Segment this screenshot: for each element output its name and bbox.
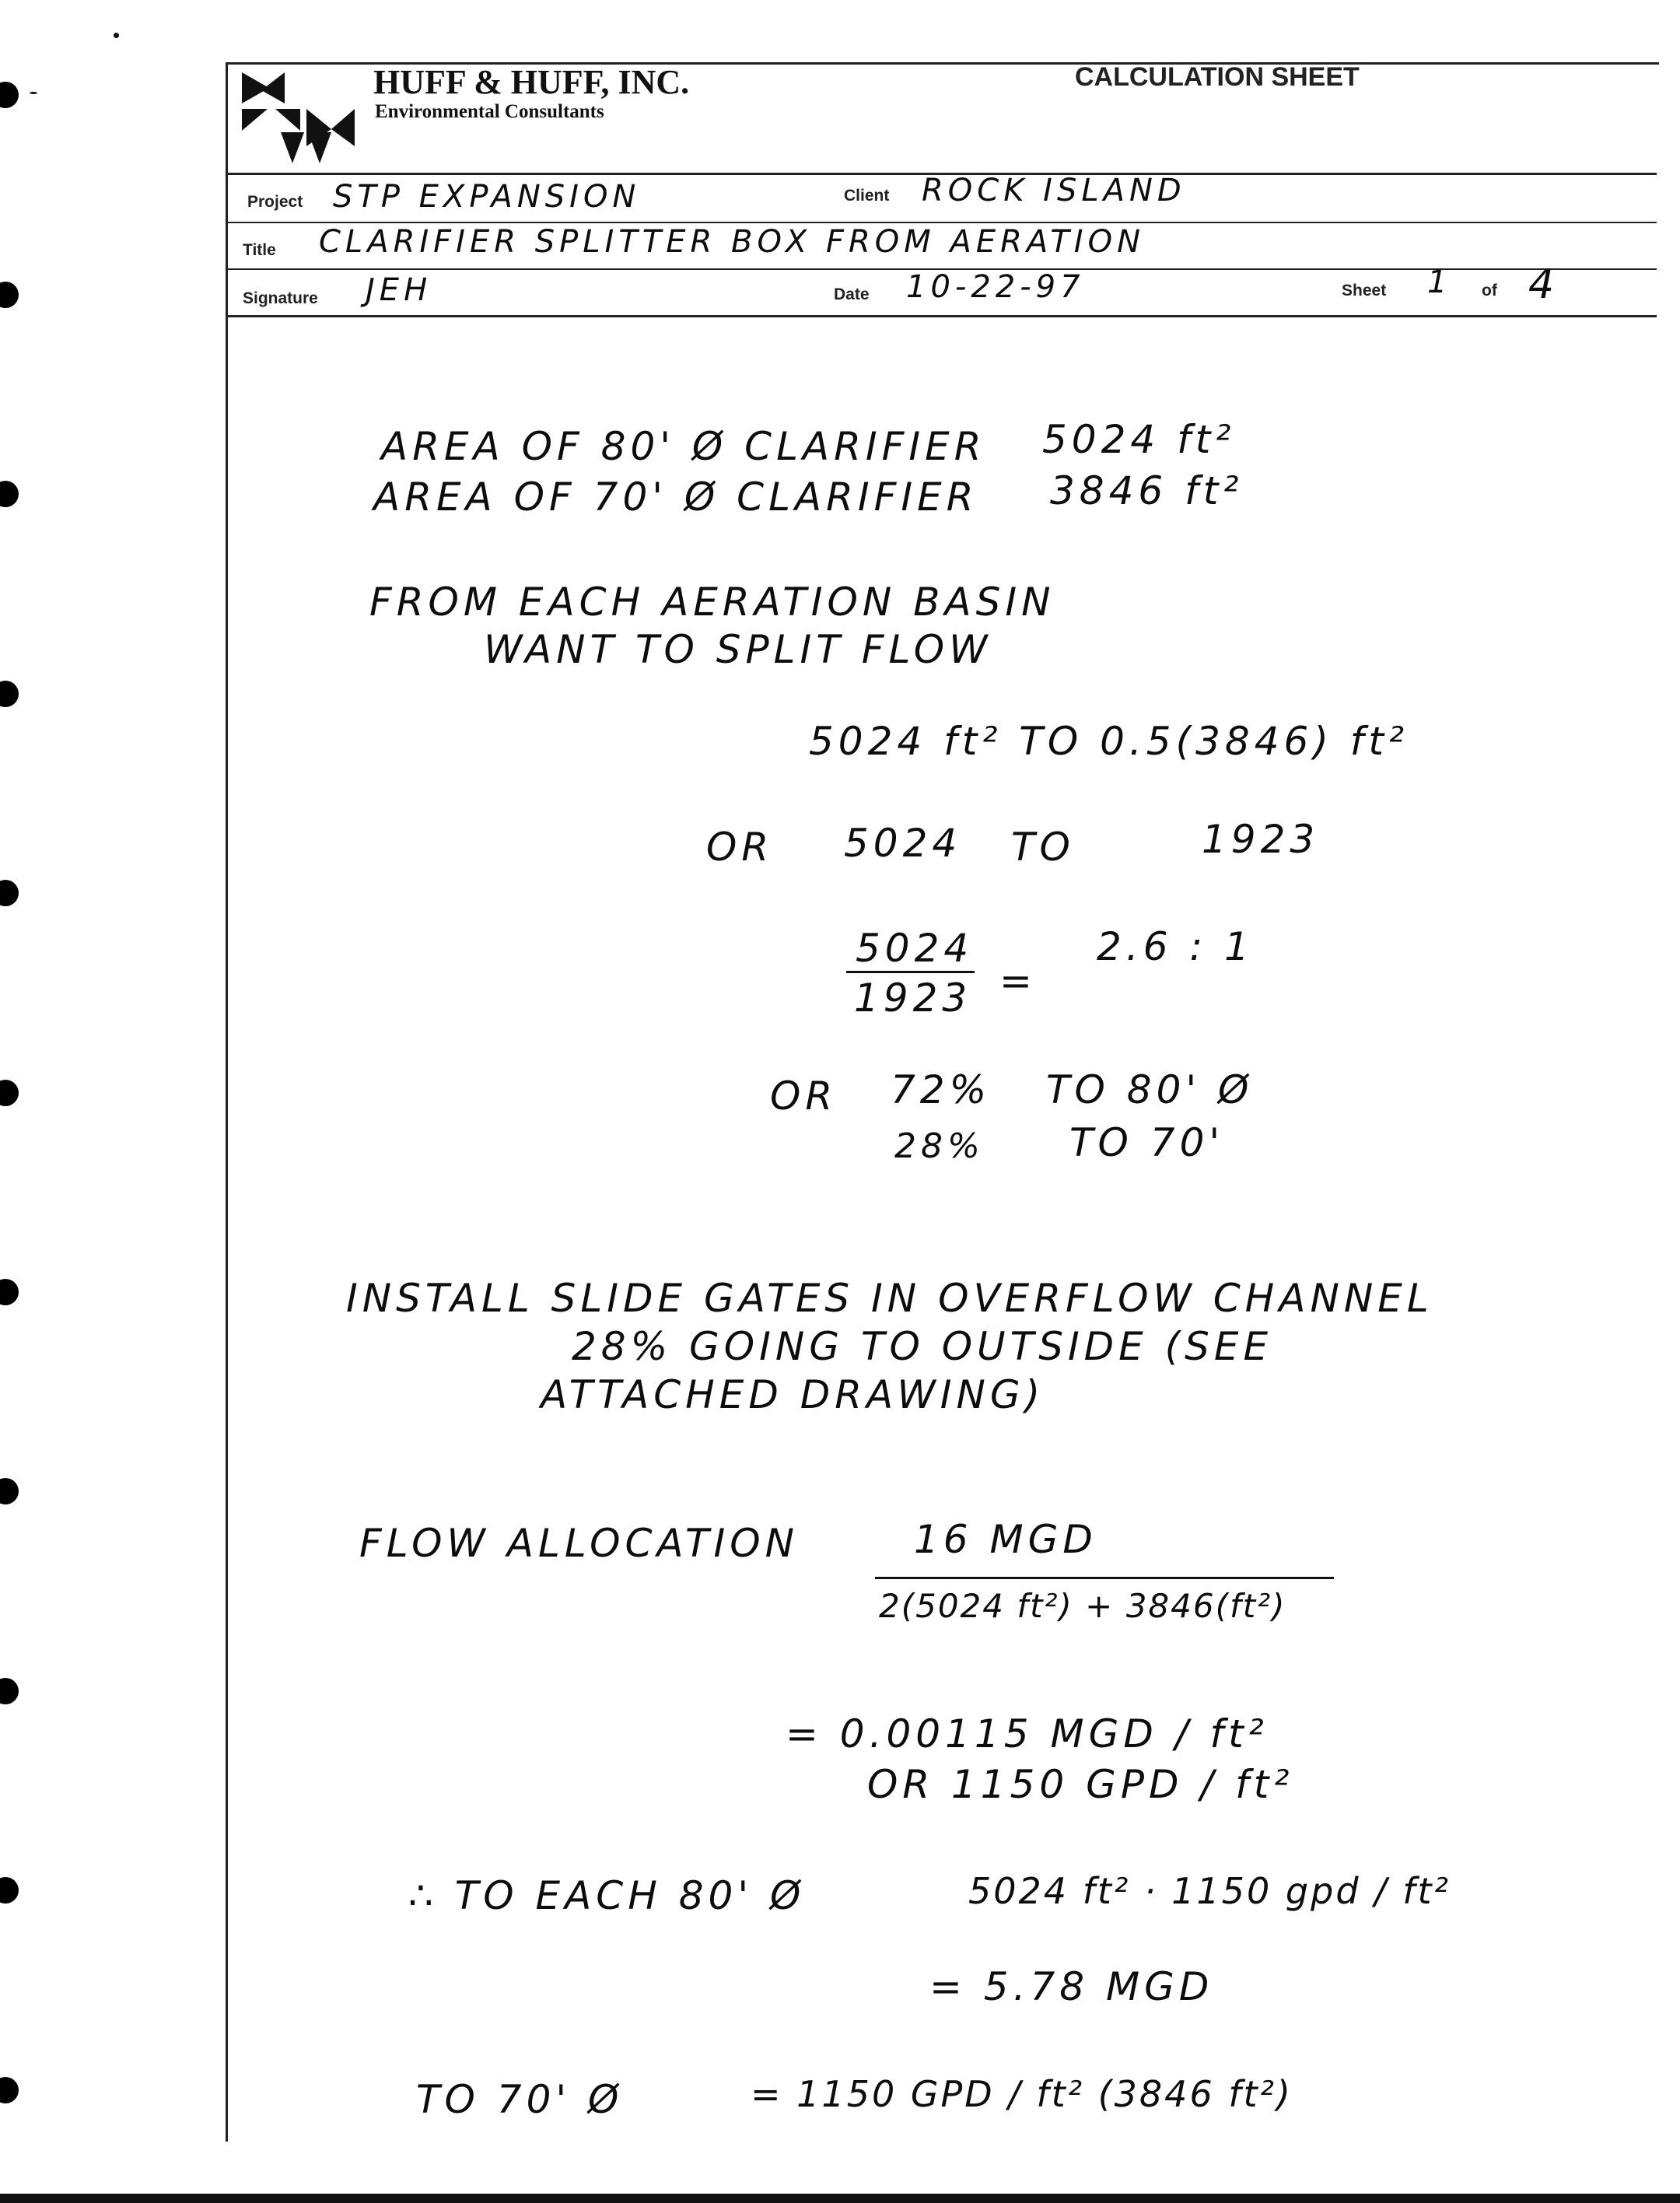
client-value: ROCK ISLAND [922, 173, 1186, 208]
basin-line-2: WANT TO SPLIT FLOW [484, 627, 992, 672]
each-80-label: ∴ TO EACH 80' Ø [408, 1873, 806, 1918]
ratio-equals: = [999, 958, 1037, 1003]
sheet-number: 1 [1427, 264, 1452, 300]
date-label: Date [834, 285, 870, 303]
split-to: TO [1011, 825, 1075, 870]
project-label: Project [247, 193, 303, 211]
ratio-numerator: 5024 [856, 926, 974, 971]
pct-70-target: TO 70' [1069, 1120, 1225, 1165]
split-value-a: 5024 [844, 821, 962, 866]
sheet-label: Sheet [1342, 282, 1387, 299]
fraction-bar [875, 1577, 1334, 1579]
flow-denominator: 2(5024 ft²) + 3846(ft²) [879, 1587, 1286, 1625]
punch-hole [0, 880, 19, 906]
row-divider [228, 222, 1657, 223]
split-value-b: 1923 [1202, 817, 1320, 862]
install-line-2: 28% GOING TO OUTSIDE (SEE [572, 1324, 1273, 1369]
sheet-type-title: CALCULATION SHEET [1075, 62, 1360, 92]
punch-hole [0, 1279, 19, 1305]
client-label: Client [844, 187, 890, 205]
signature-label: Signature [243, 289, 318, 307]
area-80-value: 5024 ft² [1042, 417, 1236, 462]
or-label: OR [706, 825, 774, 870]
sheet-total: 4 [1528, 261, 1559, 308]
or-label: OR [770, 1073, 838, 1119]
punch-hole [0, 681, 19, 707]
signature-value: JEH [366, 272, 432, 308]
each-80-result: = 5.78 MGD [929, 1964, 1214, 2009]
basin-line-1: FROM EACH AERATION BASIN [369, 580, 1055, 625]
bottom-rule [0, 2194, 1680, 2203]
punch-hole [0, 1877, 19, 1904]
pct-80-value: 72% [891, 1067, 992, 1112]
each-80-expression: 5024 ft² · 1150 gpd / ft² [968, 1870, 1451, 1912]
of-label: of [1482, 282, 1497, 299]
pct-70-value: 28% [894, 1126, 985, 1166]
flow-result-gpd: OR 1150 GPD / ft² [867, 1762, 1294, 1807]
punch-hole [0, 282, 19, 308]
area-70-label: AREA OF 70' Ø CLARIFIER [373, 475, 978, 520]
fraction-bar [846, 971, 975, 973]
ratio-denominator: 1923 [854, 975, 972, 1021]
each-70-label: TO 70' Ø [416, 2077, 624, 2122]
area-70-value: 3846 ft² [1050, 468, 1244, 513]
company-logo [238, 68, 362, 168]
punch-hole [0, 1678, 19, 1704]
scan-speck [114, 33, 119, 38]
pct-80-target: TO 80' Ø [1046, 1067, 1254, 1112]
punch-hole [0, 1080, 19, 1106]
ratio-result: 2.6 : 1 [1097, 924, 1254, 969]
install-line-1: INSTALL SLIDE GATES IN OVERFLOW CHANNEL [346, 1276, 1433, 1321]
each-70-expression: = 1150 GPD / ft² (3846 ft²) [751, 2073, 1293, 2115]
split-expression: 5024 ft² TO 0.5(3846) ft² [809, 719, 1409, 764]
punch-hole [0, 82, 19, 108]
area-80-label: AREA OF 80' Ø CLARIFIER [381, 424, 986, 469]
scan-speck [30, 92, 37, 94]
date-value: 10-22-97 [906, 269, 1085, 305]
project-value: STP EXPANSION [333, 179, 641, 215]
punch-hole [0, 481, 19, 507]
company-name: HUFF & HUFF, INC. [373, 63, 690, 101]
install-line-3: ATTACHED DRAWING) [541, 1372, 1045, 1417]
title-value: CLARIFIER SPLITTER BOX FROM AERATION [319, 224, 1145, 260]
flow-result-mgd: = 0.00115 MGD / ft² [786, 1711, 1269, 1756]
company-subtitle: Environmental Consultants [375, 101, 604, 122]
row-divider [228, 315, 1657, 317]
title-label: Title [243, 241, 276, 259]
flow-allocation-label: FLOW ALLOCATION [359, 1521, 800, 1566]
flow-numerator: 16 MGD [914, 1517, 1097, 1562]
punch-hole [0, 2077, 19, 2103]
punch-hole [0, 1478, 19, 1504]
